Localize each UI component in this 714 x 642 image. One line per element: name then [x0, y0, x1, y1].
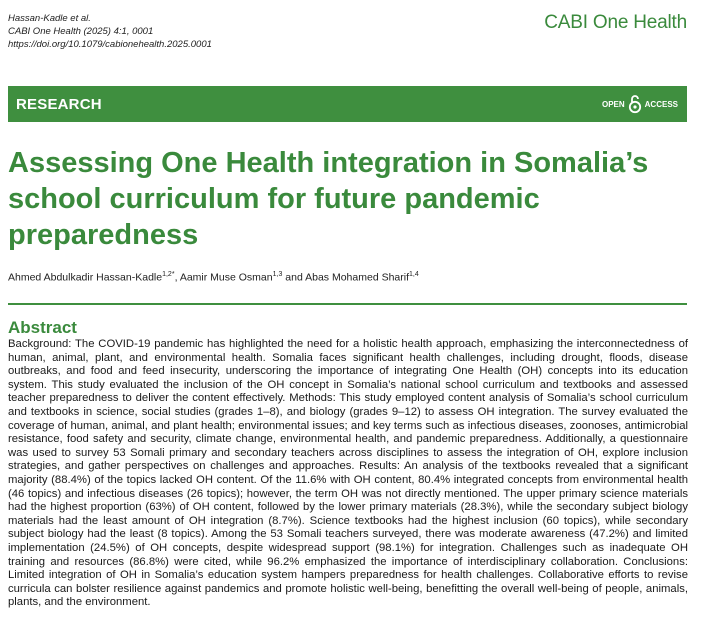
section-divider	[8, 303, 687, 305]
citation-author: Hassan-Kadle et al.	[8, 13, 91, 24]
author-affiliation: 1,3	[272, 271, 283, 278]
journal-brand: CABI One Health	[544, 12, 687, 33]
open-access-icon	[628, 94, 642, 114]
article-title: Assessing One Health integration in Somalia’s school curriculum for future pandemic preparedness	[8, 147, 649, 251]
author-name[interactable]: Aamir Muse Osman	[179, 271, 273, 284]
section-label: RESEARCH	[16, 95, 102, 113]
abstract-heading: Abstract	[8, 318, 77, 337]
author-affiliation: 1,2*	[162, 271, 175, 278]
author-name[interactable]: Abas Mohamed Sharif	[305, 271, 410, 284]
citation-journal: CABI One Health (2025) 4:1, 0001	[8, 26, 154, 37]
access-label: ACCESS	[644, 99, 678, 109]
author-affiliation: 1,4	[409, 271, 419, 278]
author-separator: ,	[174, 271, 180, 284]
open-access-badge	[602, 94, 687, 114]
abstract-body: Background: The COVID-19 pandemic has highlighted the need for a holistic health approach, emphasizing the interconnectedness of human, animal, plant, and environmental health. Somalia faces significant health challenges, including drought, floods, disease outbreaks, and food and feed insecurity, underscoring the importance of integrating One Health (OH) concepts into its education system. This study evaluated the inclusion of the OH concept in Somalia’s national school curriculum and textbooks and assessed teacher preparedness to deliver the content effectively. Methods: This study employed content analysis of Somalia’s school curriculum and textbooks in science, social studies (grades 1–8), and biology (grades 9–12) to assess OH integration. The survey evaluated the coverage of human, animal, and plant health; environmental issues; and key terms such as infectious diseases, zoonoses, antimicrobial resistance, food safety and security, climate change, environmental health, and pandemic preparedness. Additionally, a questionnaire was used to survey 53 Somali primary and secondary teachers across disciplines to assess the integration of OH, explore inclusion strategies, and gather perspectives on challenges and approaches. Results: An analysis of the textbooks revealed that a significant majority (88.4%) of the topics lacked OH content. Of the 11.6% with OH content, 80.4% integrated concepts from environmental health (46 topics) and infectious diseases (26 topics); however, the term OH was not directly mentioned. The upper primary science materials had the highest proportion (63%) of OH content, followed by the lower primary materials (28.3%), while the secondary subject biology materials had the least amount of OH integration (8.7%). Science textbooks had the highest inclusion (60 topics), while secondary subject biology had the least (8 topics). Among the 53 Somali teachers surveyed, there was moderate awareness (47.2%) and limited implementation (24.5%) of OH concepts, despite widespread support (98.1%) for integration. Challenges such as inadequate OH training and resources (86.8%) were cited, while 96.2% emphasized the importance of interdisciplinary collaboration. Conclusions: Limited integration of OH in Somalia’s education system hampers preparedness for health challenges. Collaborative efforts to revise curricula can bolster resilience against pandemics and promote holistic well-being, benefitting the overall well-being of people, animals, plants, and the environment.	[8, 338, 688, 609]
citation-doi[interactable]: https://doi.org/10.1079/cabionehealth.2025.0001	[8, 39, 212, 50]
author-separator: and	[282, 271, 306, 284]
author-list	[8, 271, 688, 284]
author-name[interactable]: Ahmed Abdulkadir Hassan-Kadle	[8, 271, 163, 284]
section-banner	[8, 86, 687, 122]
citation-block	[8, 12, 212, 51]
open-label: OPEN	[601, 99, 625, 109]
